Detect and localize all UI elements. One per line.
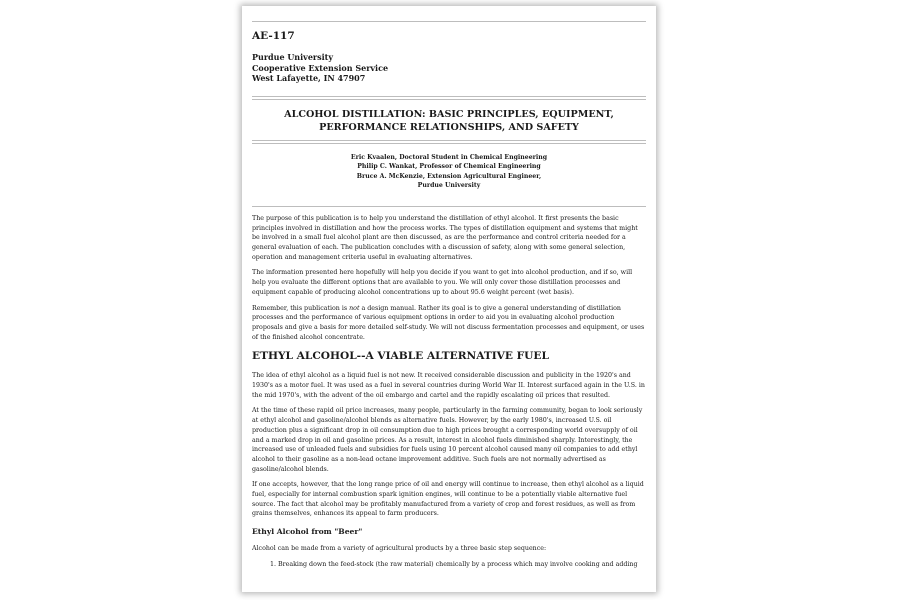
address-line: Cooperative Extension Service (252, 62, 389, 73)
address-line: Purdue University (252, 52, 334, 62)
author-line: Bruce A. McKenzie, Extension Agricultural Engineer, (356, 172, 542, 180)
remember-paragraph (252, 304, 646, 343)
document-content (252, 6, 646, 570)
intro-paragraph: The purpose of this publication is to help you understand the distillation of ethyl alcohol. It first presents the basic principles involved in distillation and how the process works. The types of distillation equipment and systems that might be involved in a small fuel alcohol plant are then discussed, as are the performance and control criteria needed for a general evaluation of each. The publication concludes with a discussion of safety, along with some general selection, operation and management criteria useful in evaluating alternatives. (252, 214, 638, 261)
section-paragraph: The idea of ethyl alcohol as a liquid fuel is not new. It received considerable discussion and publicity in the 1920's and 1930's as a motor fuel. It was used as a fuel in several countries during World War II. Interest surfaced again in the U.S. in the mid 1970's, with the advent of the oil embargo and cartel and the rapidly escalating oil prices that resulted. (252, 372, 645, 399)
step-list (252, 560, 646, 570)
author-line: Philip C. Wankat, Professor of Chemical Engineering (357, 163, 541, 171)
emphasis-not: not (349, 304, 360, 312)
author-line: Eric Kvaalen, Doctoral Student in Chemical Engineering (350, 153, 548, 161)
remember-text: Remember, this publication is (252, 304, 350, 312)
section-heading: ETHYL ALCOHOL--A VIABLE ALTERNATIVE FUEL (252, 350, 549, 363)
publisher-address (252, 52, 646, 84)
address-line: West Lafayette, IN 47907 (252, 73, 366, 83)
section-paragraph: If one accepts, however, that the long range price of oil and energy will continue to increase, then ethyl alcohol as a liquid fuel, especially for internal combustion spark ignition engines, will continue to be a potentially viable alternative fuel source. The fact that alcohol may be profitably manufactured from a variety of crop and forest residues, as well as from grains themselves, enhances its appeal to farm producers. (252, 481, 644, 518)
remember-text: a design manual. Rather its goal is to give a general understanding of distillation processes and the performance of various equipment options in order to aid you in evaluating alcohol production proposals and give a basis for more detailed self-study. We will not discuss fermentation processes and equipment, or uses of the finished alcohol concentrate. (252, 304, 645, 341)
document-page (242, 6, 656, 592)
subsection-paragraph: Alcohol can be made from a variety of agricultural products by a three basic step sequence: (252, 545, 547, 553)
author-line: Purdue University (417, 182, 481, 190)
intro-paragraph: The information presented here hopefully will help you decide if you want to get into alcohol production, and if so, will help you evaluate the different options that are available to you. We will only cover those distillation processes and equipment capable of producing alcohol concentrations up to about 95.6 weight percent (wet basis). (252, 269, 633, 296)
document-title: ALCOHOL DISTILLATION: BASIC PRINCIPLES, EQUIPMENT, PERFORMANCE RELATIONSHIPS, AND SAFETY (284, 108, 614, 133)
subsection-heading: Ethyl Alcohol from "Beer" (252, 527, 363, 537)
top-divider (252, 21, 646, 22)
list-item: 1. Breaking down the feed-stock (the raw material) chemically by a process which may involve cooking and adding (278, 560, 646, 570)
section-paragraph: At the time of these rapid oil price increases, many people, particularly in the farming community, began to look seriously at ethyl alcohol and gasoline/alcohol blends as alternative fuels. However, by the early 1980's, increased U.S. oil production plus a significant drop in oil consumption due to high prices brought a corresponding world oversupply of oil and a marked drop in oil and gasoline prices. As a result, interest in alcohol fuels diminished sharply. Interestingly, the increased use of unleaded fuels and subsidies for fuels using 10 percent alcohol caused many oil companies to add ethyl alcohol to their gasoline as a non-lead octane improvement additive. Such fuels are not normally advertised as gasoline/alcohol blends. (252, 407, 643, 473)
publication-code: AE-117 (252, 30, 295, 42)
author-list (252, 153, 646, 191)
